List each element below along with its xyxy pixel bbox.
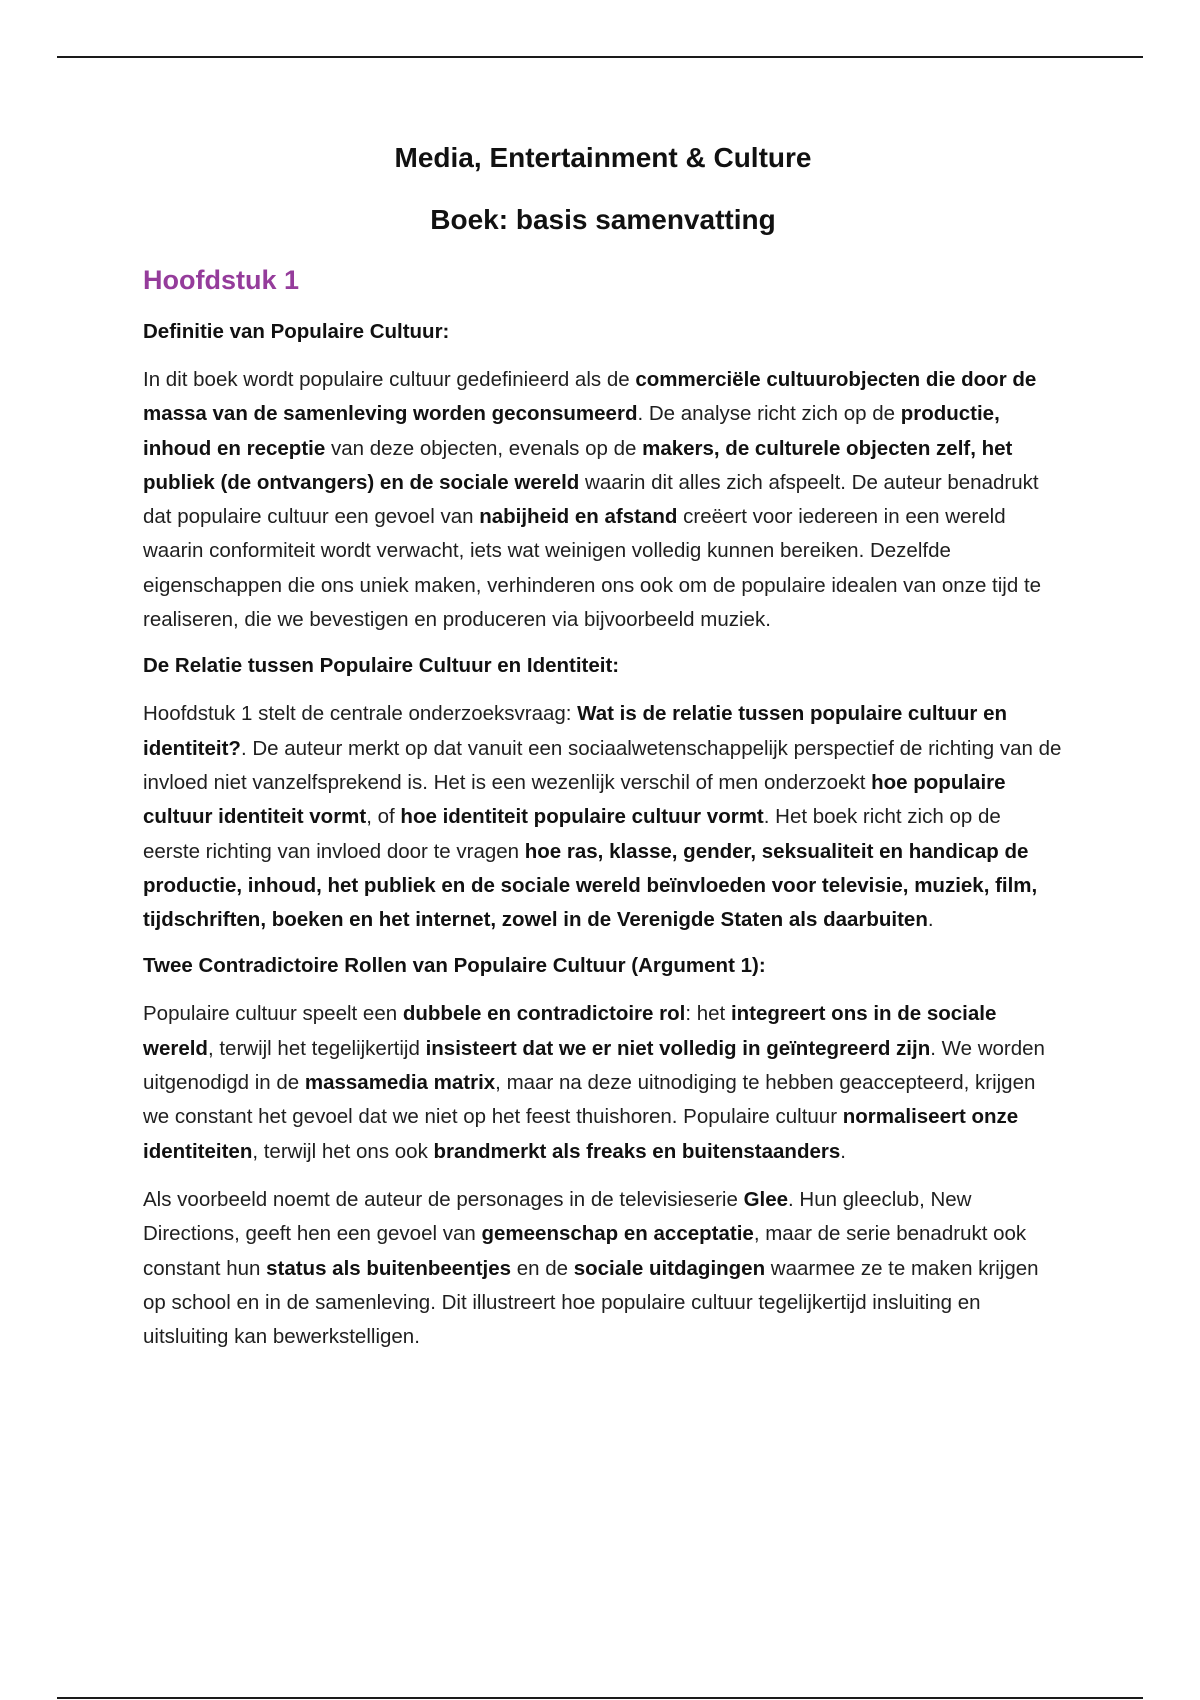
emphasis-text: massamedia matrix (304, 1071, 496, 1095)
body-text: en de (511, 1256, 574, 1280)
body-text: . De analyse richt zich op de (637, 402, 901, 426)
emphasis-text: productie, inhoud en receptie (143, 402, 1000, 460)
emphasis-text: insisteert dat we er niet volledig in geïntegreerd zijn (425, 1036, 931, 1060)
body-text: Als voorbeeld noemt de auteur de personages in de televisieserie (143, 1187, 744, 1211)
section-definitie (143, 317, 1063, 637)
emphasis-text: sociale uitdagingen (573, 1256, 766, 1280)
emphasis-text: normaliseert onze identiteiten (143, 1105, 1019, 1163)
section-heading: Definitie van Populaire Cultuur: (143, 320, 450, 343)
section-contradictoire-rollen (143, 951, 1063, 1354)
body-text: . (927, 908, 934, 932)
emphasis-text: makers, de culturele objecten zelf, het publiek (de ontvangers) en de sociale wereld (143, 436, 1013, 494)
body-text: , terwijl het ons ook (252, 1139, 434, 1163)
body-text: waarin dit alles zich afspeelt. De auteur benadrukt dat populaire cultuur een gevoel van (143, 470, 1039, 529)
body-text: van deze objecten, evenals op de (325, 436, 643, 460)
body-text: creëert voor iedereen in een wereld waarin conformiteit wordt verwacht, iets wat weinigen volledig kunnen bereiken. Dezelfde eigenschappen die ons uniek maken, verhinderen ons ook om de populaire idealen van onze tijd te realiseren, die we bevestigen en produceren via bijvoorbeeld muziek. (143, 505, 1042, 632)
bottom-rule (57, 1697, 1143, 1699)
paragraph (143, 997, 1063, 1168)
emphasis-text: status als buitenbeentjes (266, 1256, 512, 1280)
paragraph (143, 697, 1063, 937)
body-text: . Het boek richt zich op de eerste richting van invloed door te vragen (143, 805, 1001, 863)
body-text: . Hun gleeclub, New Directions, geeft hen een gevoel van (143, 1187, 972, 1246)
emphasis-text: commerciële cultuurobjecten die door de massa van de samenleving worden geconsumeerd (143, 368, 1037, 426)
emphasis-text: hoe identiteit populaire cultuur vormt (400, 805, 764, 829)
emphasis-text: dubbele en contradictoire rol (402, 1002, 686, 1026)
emphasis-text: brandmerkt als freaks en buitenstaanders (433, 1139, 841, 1163)
document-subtitle: Boek: basis samenvatting (430, 204, 776, 235)
emphasis-text: nabijheid en afstand (479, 505, 678, 529)
section-heading: De Relatie tussen Populaire Cultuur en Identiteit: (143, 654, 620, 678)
document-title: Media, Entertainment & Culture (394, 142, 812, 173)
body-text: Populaire cultuur speelt een (143, 1002, 403, 1026)
emphasis-text: Glee (743, 1187, 789, 1211)
body-text: . We worden uitgenodigd in de (143, 1036, 1045, 1095)
body-text: , maar na deze uitnodiging te hebben geaccepteerd, krijgen we constant het gevoel dat we niet op het feest thuishoren. Populaire cultuur (143, 1071, 1036, 1129)
section-heading: Twee Contradictoire Rollen van Populaire Cultuur (Argument 1): (143, 954, 766, 978)
section-relatie (143, 651, 1063, 937)
body-text: . (840, 1139, 846, 1163)
emphasis-text: hoe ras, klasse, gender, seksualiteit en handicap de productie, inhoud, het publiek en de sociale wereld beïnvloeden voor televisie, muziek, film, tijdschriften, boeken en het internet, zowel in de Verenigde Staten als daarbuiten (143, 839, 1038, 932)
body-text: , maar de serie benadrukt ook constant hun (143, 1222, 1027, 1280)
top-rule (57, 56, 1143, 58)
body-text: waarmee ze te maken krijgen op school en in de samenleving. Dit illustreert hoe populaire cultuur tegelijkertijd insluiting en uitsluiting kan bewerkstelligen. (143, 1256, 1039, 1349)
body-text: . De auteur merkt op dat vanuit een sociaalwetenschappelijk perspectief de richting van de invloed niet vanzelfsprekend is. Het is een wezenlijk verschil of men onderzoekt (143, 736, 1062, 794)
body-text: : het (685, 1002, 731, 1026)
emphasis-text: Wat is de relatie tussen populaire cultuur en identiteit? (143, 702, 1008, 760)
document-body (143, 140, 1063, 1368)
emphasis-text: gemeenschap en acceptatie (481, 1222, 754, 1246)
body-text: Hoofdstuk 1 stelt de centrale onderzoeksvraag: (143, 702, 578, 726)
body-text: , of (366, 805, 401, 829)
body-text: In dit boek wordt populaire cultuur gedefinieerd als de (143, 368, 636, 391)
emphasis-text: integreert ons in de sociale wereld (143, 1002, 997, 1060)
paragraph (143, 1183, 1063, 1354)
chapter-heading: Hoofdstuk 1 (143, 265, 300, 295)
emphasis-text: hoe populaire cultuur identiteit vormt (143, 770, 1006, 829)
paragraph (143, 363, 1063, 637)
body-text: , terwijl het tegelijkertijd (207, 1036, 426, 1060)
